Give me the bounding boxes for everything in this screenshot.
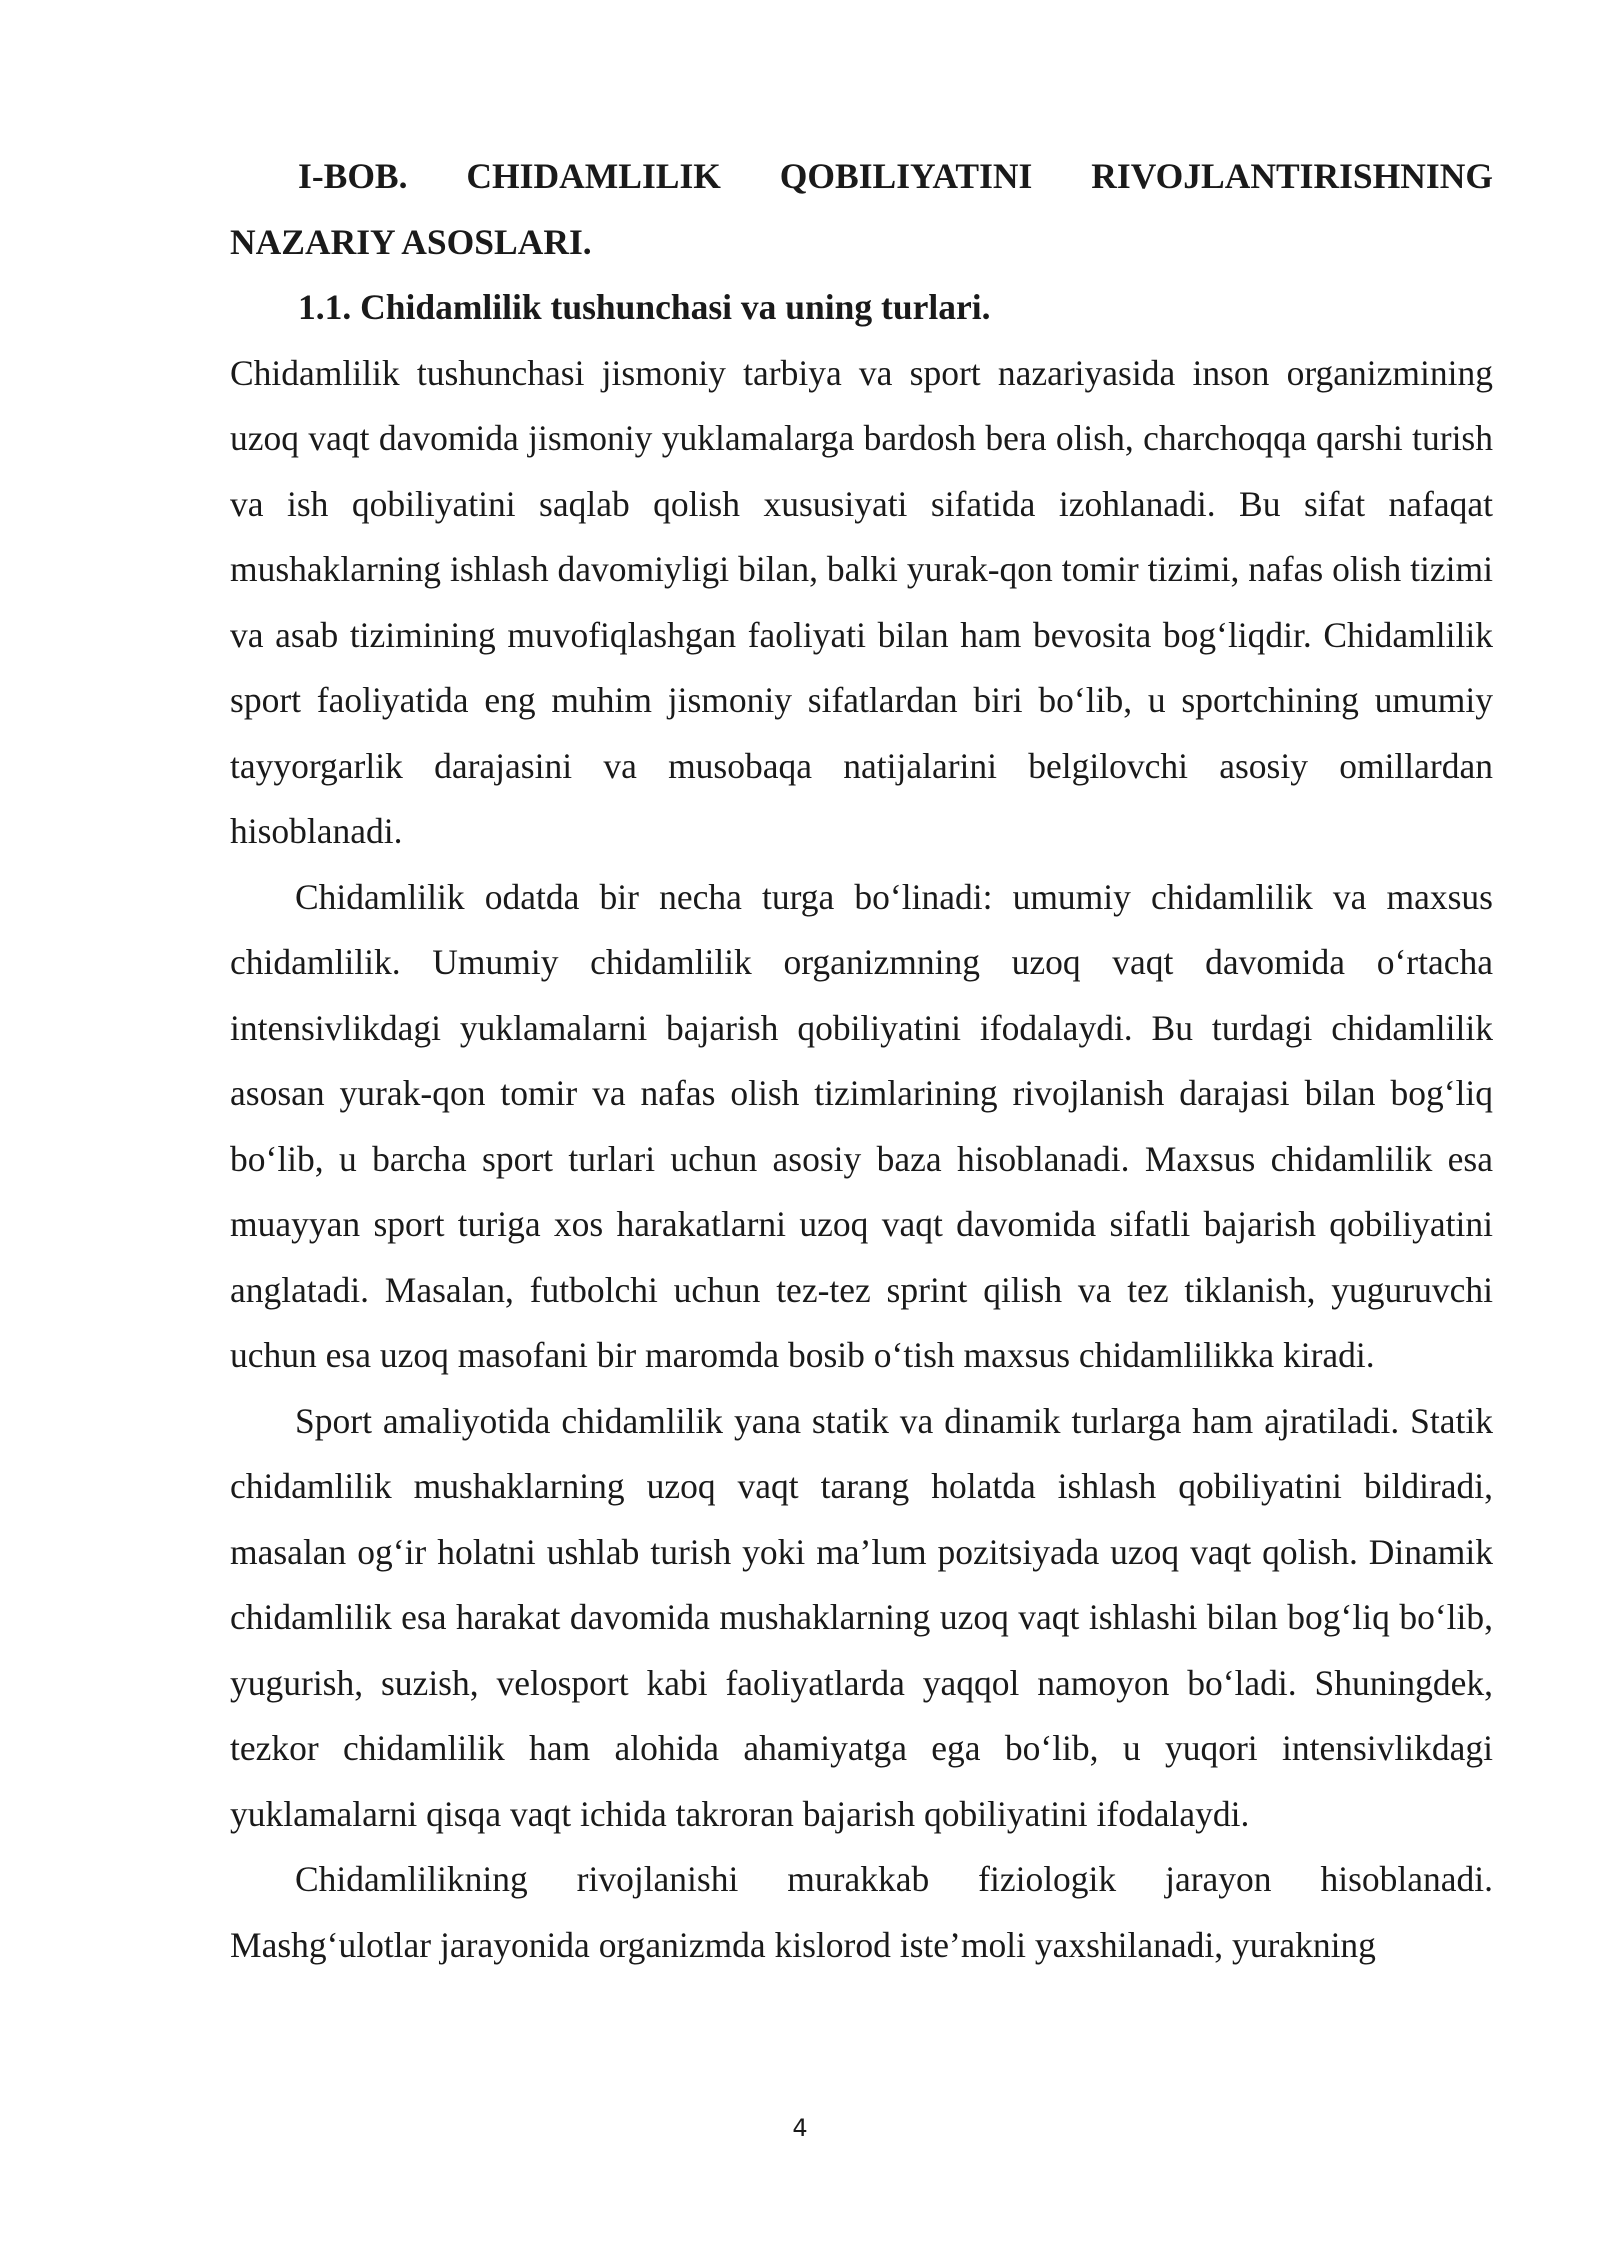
- chapter-title: I-BOB. CHIDAMLILIK QOBILIYATINI RIVOJLANTIRISHNING NAZARIY ASOSLARI.: [230, 156, 1493, 262]
- paragraph-2: Chidamlilik odatda bir necha turga bo‘linadi: umumiy chidamlilik va maxsus chidamlilik. Umumiy chidamlilik organizmning uzoq vaqt davomida o‘rtacha intensivlikdagi yuklamalarni bajarish qobiliyatini ifodalaydi. Bu turdagi chidamlilik asosan yurak-qon tomir va nafas olish tizimlarining rivojlanish darajasi bilan bog‘liq bo‘lib, u barcha sport turlari uchun asosiy baza hisoblanadi. Maxsus chidamlilik esa muayyan sport turiga xos harakatlarni uzoq vaqt davomida sifatli bajarish qobiliyatini anglatadi. Masalan, futbolchi uchun tez-tez sprint qilish va tez tiklanish, yuguruvchi uchun esa uzoq masofani bir maromda bosib o‘tish maxsus chidamlilikka kiradi.: [230, 876, 1493, 1375]
- page-content: [230, 144, 1493, 1978]
- page-number: 4: [792, 2114, 808, 2142]
- paragraph-1: Chidamlilik tushunchasi jismoniy tarbiya va sport nazariyasida inson organizmining uzoq vaqt davomida jismoniy yuklamalarga bardosh bera olish, charchoqqa qarshi turish va ish qobiliyatini saqlab qolish xususiyati sifatida izohlanadi. Bu sifat nafaqat mushaklarning ishlash davomiyligi bilan, balki yurak-qon tomir tizimi, nafas olish tizimi va asab tizimining muvofiqlashgan faoliyati bilan ham bevosita bog‘liqdir. Chidamlilik sport faoliyatida eng muhim jismoniy sifatlardan biri bo‘lib, u sportchining umumiy tayyorgarlik darajasini va musobaqa natijalarini belgilovchi asosiy omillardan hisoblanadi.: [230, 352, 1493, 851]
- paragraph-4: Chidamlilikning rivojlanishi murakkab fiziologik jarayon hisoblanadi. Mashg‘ulotlar jarayonida organizmda kislorod iste’moli yaxshilanadi, yurakning: [230, 1859, 1493, 1965]
- paragraph-3: Sport amaliyotida chidamlilik yana statik va dinamik turlarga ham ajratiladi. Statik chidamlilik mushaklarning uzoq vaqt tarang holatda ishlash qobiliyatini bildiradi, masalan og‘ir holatni ushlab turish yoki ma’lum pozitsiyada uzoq vaqt qolish. Dinamik chidamlilik esa harakat davomida mushaklarning uzoq vaqt ishlashi bilan bog‘liq bo‘lib, yugurish, suzish, velosport kabi faoliyatlarda yaqqol namoyon bo‘ladi. Shuningdek, tezkor chidamlilik ham alohida ahamiyatga ega bo‘lib, u yuqori intensivlikdagi yuklamalarni qisqa vaqt ichida takroran bajarish qobiliyatini ifodalaydi.: [230, 1400, 1493, 1834]
- section-title: 1.1. Chidamlilik tushunchasi va uning turlari.: [298, 287, 991, 327]
